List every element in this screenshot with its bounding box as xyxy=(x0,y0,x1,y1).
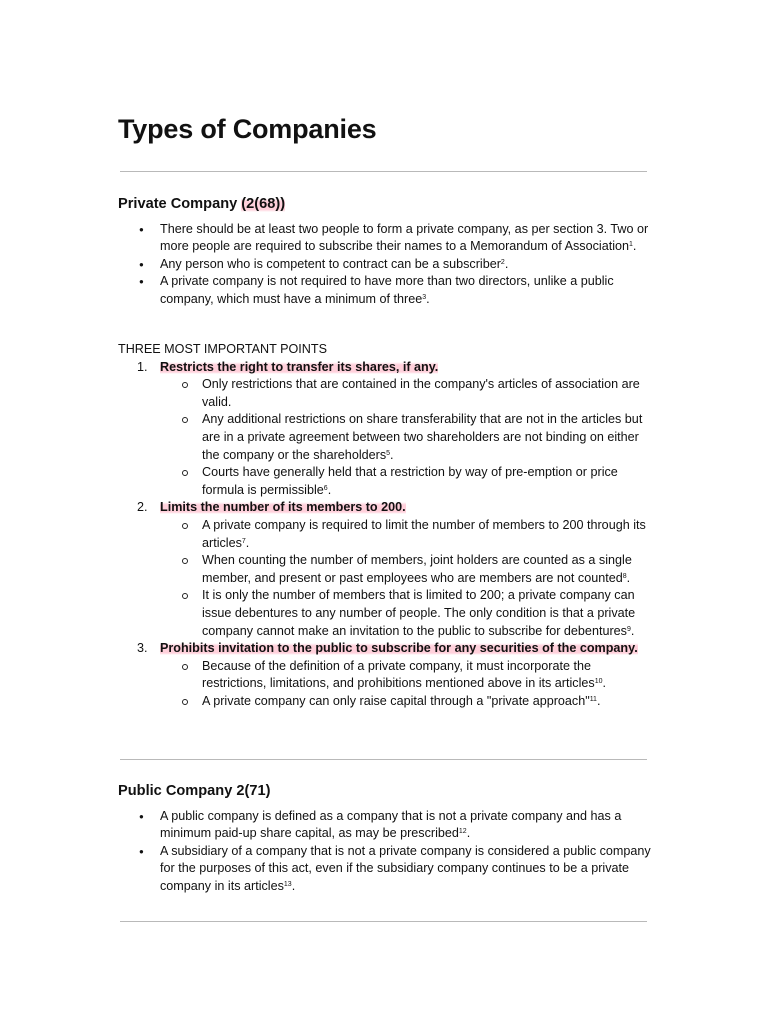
divider-top xyxy=(120,171,647,172)
list-item: When counting the number of members, joint holders are counted as a single member, and present or past employees who are members are not counted$^8$. xyxy=(160,552,658,587)
point-number: 3. xyxy=(137,641,148,656)
list-item: A private company is required to limit the number of members to 200 through its articles$^7$. xyxy=(160,517,658,552)
footnote-ref[interactable]: 8 xyxy=(622,572,627,580)
footnote-ref[interactable]: 11 xyxy=(589,695,597,703)
list-item: ● A private company is not required to have more than two directors, unlike a public company, which must have a minimum of three$^3$. xyxy=(118,273,658,308)
public-company-bullets xyxy=(118,808,658,896)
point-title: Limits the number of its members to 200. xyxy=(160,500,406,515)
footnote-ref[interactable]: 1 xyxy=(629,241,633,249)
list-item: Any additional restrictions on share transferability that are not in the articles but are in a private agreement between two shareholders are not binding on either the company or the shareholders$^5$. xyxy=(160,411,658,464)
list-item: It is only the number of members that is limited to 200; a private company can issue debentures to any number of people. The only condition is that a private company cannot make an invitation to the public to subscribe for debentures$^9$. xyxy=(160,587,658,640)
list-item: A private company can only raise capital through a "private approach"$^{11}$. xyxy=(160,693,658,711)
list-item: Only restrictions that are contained in the company's articles of association are valid. xyxy=(160,376,658,411)
footnote-ref[interactable]: 9 xyxy=(626,625,631,633)
important-points-heading: THREE MOST IMPORTANT POINTS xyxy=(118,342,327,356)
list-item: ● A public company is defined as a company that is not a private company and has a minimum paid-up share capital, as may be prescribed$^{12}$. xyxy=(118,808,658,843)
public-company-heading: Public Company 2(71) xyxy=(118,783,271,799)
private-company-heading xyxy=(118,196,658,214)
important-points-section xyxy=(118,341,658,710)
point-item xyxy=(118,359,658,500)
divider-bottom xyxy=(120,921,647,922)
footnote-ref[interactable]: 13 xyxy=(283,880,292,888)
important-points-list xyxy=(118,359,658,711)
list-item: Because of the definition of a private company, it must incorporate the restrictions, limitations, and prohibitions mentioned above in its articles$^{10}$. xyxy=(160,658,658,693)
point-title: Restricts the right to transfer its shares, if any. xyxy=(160,359,439,374)
divider-middle xyxy=(120,759,647,760)
point-item xyxy=(118,640,658,710)
list-item: ● A subsidiary of a company that is not a private company is considered a public company for the purposes of this act, even if the subsidiary company continues to be a private company in its articles$^{13}$. xyxy=(118,843,658,896)
list-item: Courts have generally held that a restriction by way of pre-emption or price formula is permissible$^6$. xyxy=(160,464,658,499)
point-subitems xyxy=(160,376,658,499)
point-subitems xyxy=(160,517,658,640)
footnote-ref[interactable]: 5 xyxy=(386,449,391,457)
footnote-ref[interactable]: 2 xyxy=(500,258,505,266)
footnote-ref[interactable]: 10 xyxy=(594,678,603,686)
footnote-ref[interactable]: 12 xyxy=(458,828,467,836)
private-company-heading-text: Private Company xyxy=(118,196,242,212)
private-company-section xyxy=(118,196,658,309)
point-item xyxy=(118,499,658,640)
point-number: 1. xyxy=(137,359,148,374)
private-company-bullets xyxy=(118,221,658,309)
list-item: ● There should be at least two people to form a private company, as per section 3. Two or more people are required to subscribe their names to a Memorandum of Association$^1$. xyxy=(118,221,658,256)
footnote-ref[interactable]: 7 xyxy=(241,537,246,545)
public-company-section xyxy=(118,783,658,896)
point-subitems xyxy=(160,658,658,711)
point-title: Prohibits invitation to the public to subscribe for any securities of the company. xyxy=(160,641,638,656)
point-number: 2. xyxy=(137,500,148,515)
page-title: Types of Companies xyxy=(118,114,377,144)
footnote-ref[interactable]: 6 xyxy=(323,484,328,492)
list-item: ● Any person who is competent to contract can be a subscriber$^2$. xyxy=(118,256,658,274)
private-company-section-ref: (2(68)) xyxy=(241,196,286,212)
footnote-ref[interactable]: 3 xyxy=(422,293,427,301)
